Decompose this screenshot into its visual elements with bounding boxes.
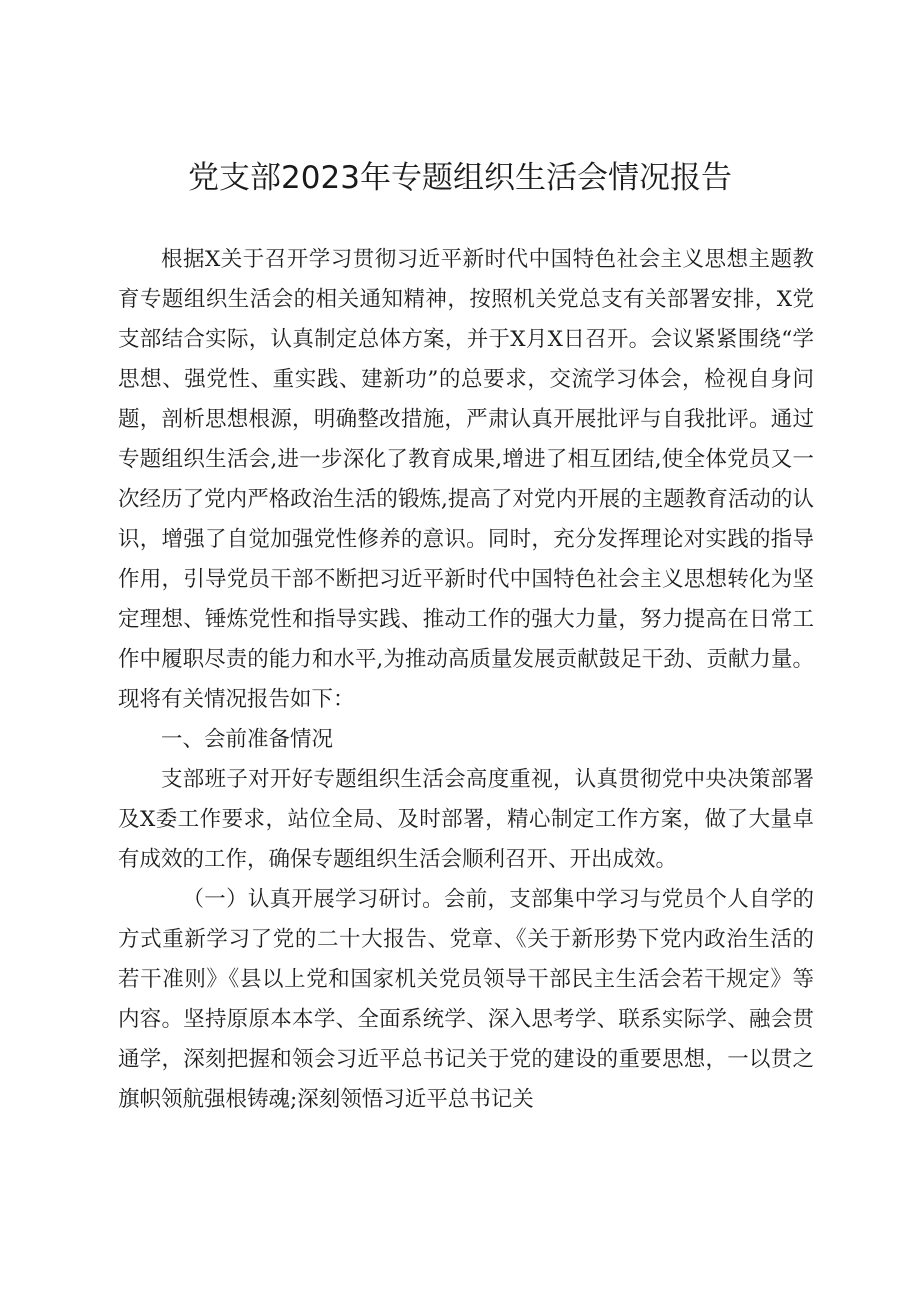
document-body (118, 240, 814, 1120)
paragraph-intro: 根据X关于召开学习贯彻习近平新时代中国特色社会主义思想主题教育专题组织生活会的相关通知精神，按照机关党总支有关部署安排，X党支部结合实际，认真制定总体方案，并于X月X日召开。会议紧紧围绕“学思想、强党性、重实践、建新功”的总要求，交流学习体会，检视自身问题，剖析思想根源，明确整改措施，严肃认真开展批评与自我批评。通过专题组织生活会,进一步深化了教育成果,增进了相互团结,使全体党员又一次经历了党内严格政治生活的锻炼,提高了对党内开展的主题教育活动的认识，增强了自觉加强党性修养的意识。同时，充分发挥理论对实践的指导作用，引导党员干部不断把习近平新时代中国特色社会主义思想转化为坚定理想、锤炼党性和指导实践、推动工作的强大力量，努力提高在日常工作中履职尽责的能力和水平,为推动高质量发展贡献鼓足干劲、贡献力量。现将有关情况报告如下： (118, 247, 814, 712)
paragraph-preparation: 支部班子对开好专题组织生活会高度重视，认真贯彻党中央决策部署及X委工作要求，站位全局、及时部署，精心制定工作方案，做了大量卓有成效的工作，确保专题组织生活会顺利召开、开出成效。 (118, 767, 814, 872)
section-heading-preparation: 一、会前准备情况 (161, 727, 334, 752)
paragraph-study-discussion: （一）认真开展学习研讨。会前，支部集中学习与党员个人自学的方式重新学习了党的二十大报告、党章、《关于新形势下党内政治生活的若干准则》《县以上党和国家机关党员领导干部民主生活会若干规定》等内容。坚持原原本本学、全面系统学、深入思考学、联系实际学、融会贯通学，深刻把握和领会习近平总书记关于党的建设的重要思想，一以贯之旗帜领航强根铸魂;深刻领悟习近平总书记关 (118, 887, 814, 1112)
document-title: 党支部2023年专题组织生活会情况报告 (188, 160, 732, 196)
